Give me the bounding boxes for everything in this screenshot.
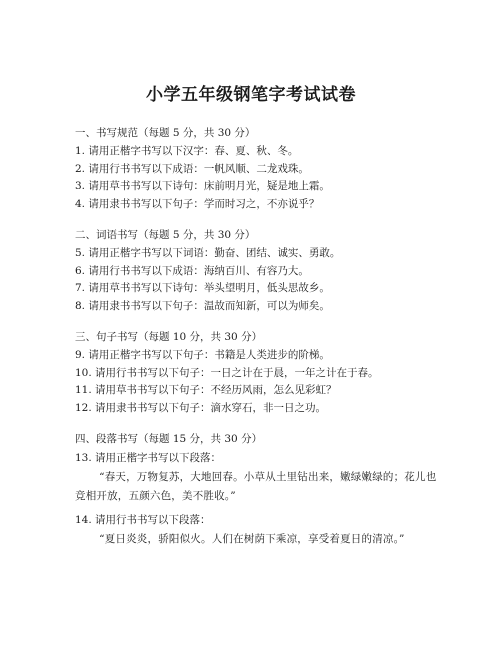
passage-13: “春天，万物复苏，大地回春。小草从土里钻出来，嫩绿嫩绿的；花儿也竞相开放，五颜六色，美不胜收。” <box>75 470 437 502</box>
question-8: 8. 请用隶书书写以下句子：温故而知新，可以为师矣。 <box>75 299 330 312</box>
question-11: 11. 请用草书书写以下句子：不经历风雨，怎么见彩虹？ <box>75 384 337 397</box>
question-7: 7. 请用草书书写以下诗句：举头望明月，低头思故乡。 <box>75 282 330 295</box>
section-word-writing <box>75 227 447 315</box>
section-paragraph-writing <box>75 431 447 549</box>
section-heading: 三、句子书写（每题 10 分，共 30 分） <box>75 331 263 344</box>
section-heading: 二、词语书写（每题 5 分，共 30 分） <box>75 229 256 242</box>
section-writing-standards <box>75 125 447 213</box>
passage-14: “夏日炎炎，骄阳似火。人们在树荫下乘凉，享受着夏日的清凉。” <box>99 533 405 546</box>
section-sentence-writing <box>75 329 447 417</box>
question-6: 6. 请用行书书写以下成语：海纳百川、有容乃大。 <box>75 264 309 277</box>
page-title: 小学五年级钢笔字考试试卷 <box>146 85 356 105</box>
question-10: 10. 请用行书书写以下句子：一日之计在于晨，一年之计在于春。 <box>75 366 379 379</box>
question-4: 4. 请用隶书书写以下句子：学而时习之，不亦说乎？ <box>75 197 320 210</box>
section-heading: 一、书写规范（每题 5 分，共 30 分） <box>75 127 256 139</box>
question-14: 14. 请用行书书写以下段落： <box>75 513 211 526</box>
question-12: 12. 请用隶书书写以下句子：滴水穿石，非一日之功。 <box>75 401 327 414</box>
section-heading: 四、段落书写（每题 15 分，共 30 分） <box>75 433 263 446</box>
exam-content <box>75 125 447 563</box>
question-1: 1. 请用正楷字书写以下汉字：春、夏、秋、冬。 <box>75 145 299 158</box>
question-2: 2. 请用行书书写以下成语：一帆风顺、二龙戏珠。 <box>75 162 309 175</box>
question-5: 5. 请用正楷字书写以下词语：勤奋、团结、诚实、勇敢。 <box>75 247 341 260</box>
question-13: 13. 请用正楷字书写以下段落： <box>75 451 222 464</box>
question-3: 3. 请用草书书写以下诗句：床前明月光，疑是地上霜。 <box>75 180 330 193</box>
question-9: 9. 请用正楷字书写以下句子：书籍是人类进步的阶梯。 <box>75 349 330 362</box>
